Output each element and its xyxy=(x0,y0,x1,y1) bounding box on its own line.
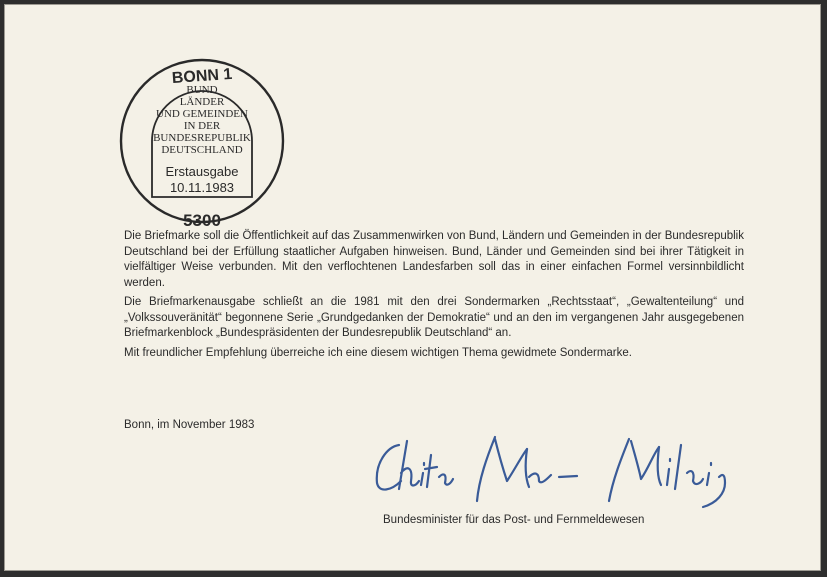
signatory-title: Bundesminister für das Post- und Fernmeldewesen xyxy=(383,514,645,526)
postmark-issue-label: Erstausgabe xyxy=(165,164,239,179)
letter-paragraph: Mit freundlicher Empfehlung überreiche ich eine diesem wichtigen Thema gewidmete Sondermarke. xyxy=(124,346,632,359)
postmark-line: LÄNDER xyxy=(179,96,225,108)
postmark-line: BUND xyxy=(186,84,218,96)
place-date: Bonn, im November 1983 xyxy=(124,419,255,431)
postmark-line: IN DER xyxy=(183,120,221,132)
letter-paragraph: Die Briefmarkenausgabe schließt an die 1981 mit den drei Sondermarken „Rechtsstaat“, „Gewaltenteilung“ und „Volkssouveränität“ begonnene Serie „Grundgedanken der Demokratie“ und an den im vergangenen Jahr ausgegebenen Briefmarkenblock „Bundespräsidenten der Bundesrepublik Deutschland“ an. xyxy=(124,296,744,339)
postmark-line: UND GEMEINDEN xyxy=(156,108,248,120)
postmark-date: 10.11.1983 xyxy=(169,180,235,195)
postmark-postcode: 5300 xyxy=(183,211,221,230)
postmark-line: BUNDESREPUBLIK xyxy=(153,132,251,144)
handwritten-signature xyxy=(369,433,735,513)
first-day-postmark xyxy=(119,49,285,245)
first-day-card xyxy=(4,4,821,571)
postmark-city: BONN 1 xyxy=(171,65,233,88)
letter-paragraph: Die Briefmarke soll die Öffentlichkeit auf das Zusammenwirken von Bund, Ländern und Gemeinden in der Bundesrepublik Deutschland bei der Erfüllung staatlicher Aufgaben hinweisen. Bund, Länder und Gemeinden sind bei ihrer Tätigkeit in vielfältiger Weise verbunden. Mit den verflochtenen Landesfarben soll das in einer einfachen Formel versinnbildlicht werden. xyxy=(124,230,744,289)
letter-body xyxy=(124,229,744,365)
postmark-line: DEUTSCHLAND xyxy=(161,144,243,156)
